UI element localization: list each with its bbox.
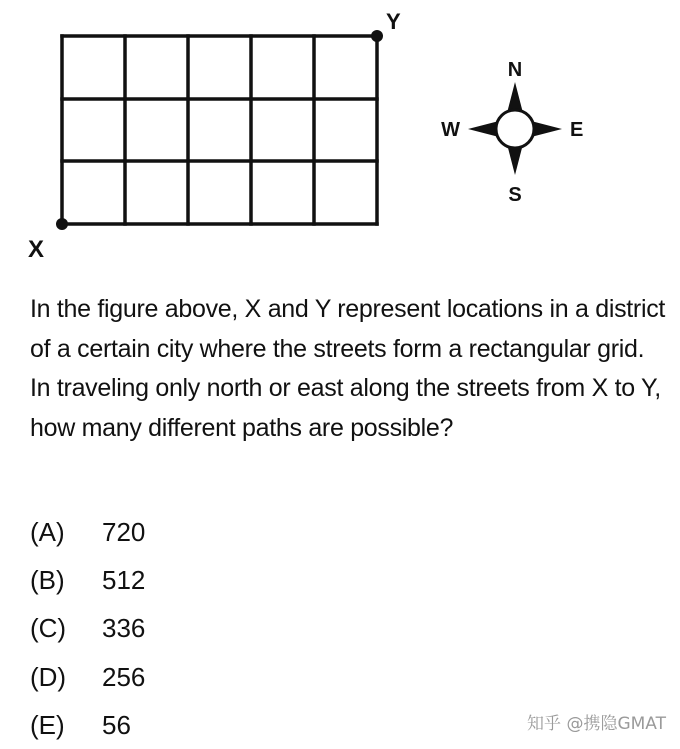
choice-letter: (E)	[30, 709, 65, 740]
answer-choice-b[interactable]	[30, 556, 430, 604]
compass-west-label: W	[441, 119, 460, 141]
question-text: In the figure above, X and Y represent locations in a district of a certain city where the streets form a rectangular grid. In traveling only north or east along the streets from X to Y, how many different paths are possible?	[30, 295, 666, 442]
choice-letter: (D)	[30, 661, 67, 692]
compass-east-arrow	[531, 121, 562, 137]
choice-value: 512	[102, 564, 146, 595]
compass-north-arrow	[507, 82, 523, 113]
compass-north-label: N	[507, 59, 523, 81]
answer-choice-c[interactable]	[30, 605, 430, 653]
figure	[0, 0, 680, 270]
answer-choice-a[interactable]	[30, 508, 430, 556]
compass-rose	[441, 59, 583, 206]
compass-center-circle	[496, 110, 534, 148]
answer-choices	[30, 508, 430, 749]
watermark: 知乎 @携隐GMAT	[527, 714, 666, 734]
choice-letter: (A)	[30, 516, 65, 547]
point-x-label: X	[28, 236, 45, 263]
choice-letter: (C)	[30, 613, 67, 644]
street-grid	[62, 36, 377, 224]
choice-value: 720	[102, 516, 146, 547]
choice-letter: (B)	[30, 564, 65, 595]
compass-south-label: S	[508, 184, 522, 206]
compass-west-arrow	[468, 121, 499, 137]
answer-choice-d[interactable]	[30, 653, 430, 701]
choice-value: 56	[102, 709, 131, 740]
choice-value: 336	[102, 613, 146, 644]
point-x-dot	[56, 218, 68, 230]
point-y-label: Y	[386, 9, 401, 34]
compass-east-label: E	[570, 119, 584, 141]
point-y-dot	[371, 30, 383, 42]
answer-choice-e[interactable]	[30, 701, 430, 749]
choice-value: 256	[102, 661, 146, 692]
